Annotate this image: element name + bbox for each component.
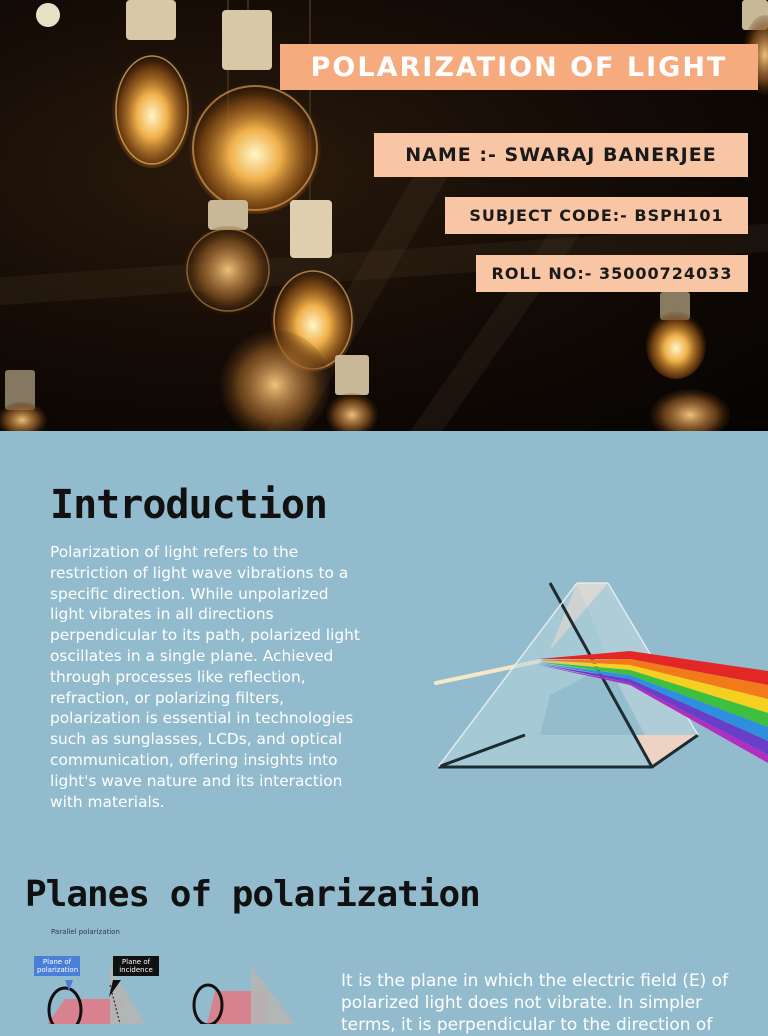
plane-of-incidence-tag: Plane of incidence bbox=[113, 956, 159, 976]
hero-photo-light-bulbs bbox=[0, 0, 768, 431]
plane-of-polarization-tag: Plane of polarization bbox=[34, 956, 80, 976]
introduction-text: Polarization of light refers to the restriction of light wave vibrations to a specific direction. While unpolarized light vibrates in all directions perpendicular to its path, polarized light oscillates in a single plane. Achieved through processes like reflection, refraction, or polarizing filters, polarization is essential in technologies such as sunglasses, LCDs, and optical communication, offering insights into light's wave nature and its interaction with materials. bbox=[50, 543, 360, 811]
planes-text: It is the plane in which the electric field (E) of polarized light does not vibrate. In simpler terms, it is perpendicular to the direction of bbox=[341, 971, 729, 1035]
introduction-heading: Introduction bbox=[50, 482, 327, 528]
polarization-diagram bbox=[25, 925, 325, 1024]
prism-rainbow-illustration bbox=[430, 575, 768, 775]
diagram-caption: Parallel polarization bbox=[51, 928, 120, 936]
presentation-title: POLARIZATION OF LIGHT bbox=[280, 44, 758, 90]
student-name: NAME :- SWARAJ BANERJEE bbox=[374, 133, 748, 177]
subject-code: SUBJECT CODE:- BSPH101 bbox=[445, 197, 748, 234]
roll-number: ROLL NO:- 35000724033 bbox=[476, 255, 748, 292]
planes-heading: Planes of polarization bbox=[25, 874, 480, 915]
